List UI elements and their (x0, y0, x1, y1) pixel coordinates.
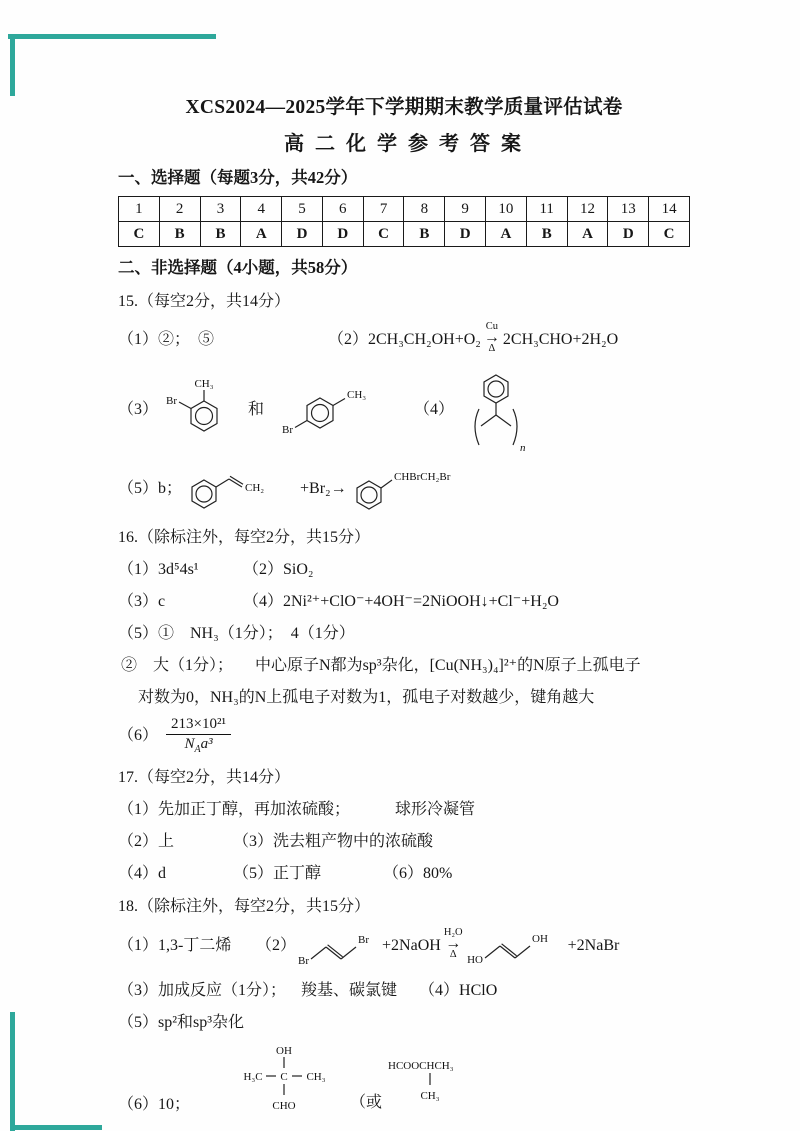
chain-label: CHBrCH₂Br (393, 470, 451, 483)
q18-answer-3: （3）加成反应（1分）； (118, 982, 287, 1000)
q17-answer-1-left: （1）先加正丁醇，再加浓硫酸； (118, 801, 351, 819)
answer-cell: D (445, 222, 486, 247)
bromo-label: Br (358, 934, 370, 947)
q16-answer-3: （3）c (118, 592, 166, 610)
section-2-heading: 二、非选择题（4小题，共58分） (118, 258, 358, 277)
carbon-label: C (280, 1071, 288, 1084)
table-row-answers (119, 222, 690, 247)
question-number-cell: 9 (445, 197, 486, 222)
bond (333, 398, 345, 405)
q16-line-5-2-wrap (118, 688, 690, 708)
answer-cell: C (649, 222, 690, 247)
page-subtitle: 高 二 化 学 参 考 答 案 (284, 133, 524, 156)
repeat-n-label: n (520, 441, 526, 454)
q17-heading: 17.（每空2分，共14分） (118, 769, 291, 787)
structure-styrene (182, 464, 300, 514)
question-number-cell: 6 (322, 197, 363, 222)
structure-isopropyl-formate (384, 1053, 496, 1111)
bromo-label: Br (298, 955, 310, 968)
bromo-label: Br (166, 394, 178, 407)
question-number-cell: 13 (608, 197, 649, 222)
q17-line-1 (118, 800, 690, 820)
den-rest: a³ (200, 735, 213, 752)
methyl-label: H₃C (243, 1071, 263, 1084)
methyl-label: CH₃ (347, 388, 367, 401)
q15-answer-5-reagent: +Br₂→ (300, 479, 347, 497)
left-bracket (475, 409, 479, 445)
frame-bottom-left-horizontal (10, 1125, 102, 1130)
q17-answer-6: （6）80% (383, 865, 453, 883)
question-number-cell: 12 (567, 197, 608, 222)
benzene-ring (191, 401, 217, 431)
q16-line-6 (118, 716, 690, 756)
question-number-cell: 14 (649, 197, 690, 222)
frame-top-left-vertical (10, 34, 15, 96)
section-1-heading: 一、选择题（每题3分，共42分） (118, 168, 358, 188)
q16-answer-5-part2-body2: 对数为0，NH₃的N上孤电子对数为1，孤电子对数越少，键角越大 (138, 688, 595, 706)
q15-line-5 (118, 463, 690, 515)
q16-line-1-2 (118, 560, 690, 580)
question-number-cell: 5 (282, 197, 323, 222)
benzene-circle (196, 407, 213, 424)
answer-cell: D (322, 222, 363, 247)
q16-answer-4: （4）2Ni²⁺+ClO⁻+4OH⁻=2NiOOH↓+Cl⁻+H₂O (243, 592, 559, 610)
q18-line-3-4 (118, 981, 690, 1001)
document-body (118, 96, 690, 1121)
question-number-cell: 4 (241, 197, 282, 222)
q16-answer-2: （2）SiO₂ (243, 560, 314, 578)
q15-answer-4-label: （4） (414, 400, 455, 418)
q16-line-3-4 (118, 592, 690, 612)
q18-answer-6-label: （6）10； (118, 1096, 191, 1114)
bond (381, 480, 392, 488)
answer-cell: C (119, 222, 160, 247)
table-row-question-numbers (119, 197, 690, 222)
question-number-cell: 2 (159, 197, 200, 222)
q16-answer-6-label: （6） (118, 726, 159, 744)
bond (295, 420, 307, 427)
q18-answer-5: （5）sp²和sp³杂化 (118, 1014, 245, 1032)
q15-line-3-4 (118, 363, 690, 457)
bond (179, 402, 191, 409)
condition-bottom: Δ (449, 949, 457, 961)
q18-answer-2-label: （2） (256, 937, 297, 955)
structure-butenediol (466, 923, 568, 969)
condition-top: Cu (485, 320, 499, 332)
q16-line-5-1 (118, 624, 690, 644)
benzene-circle (361, 487, 377, 503)
q15-heading: 15.（每空2分，共14分） (118, 292, 291, 310)
answer-cell: B (200, 222, 241, 247)
methyl-label: CH₃ (420, 1090, 440, 1103)
structure-dibromide-product (347, 463, 487, 515)
den-symbol: N (184, 735, 195, 752)
question-number-cell: 3 (200, 197, 241, 222)
q18-answer-4: （4）HClO (419, 982, 498, 1000)
q15-answer-5-label: （5）b； (118, 479, 183, 497)
frame-bottom-left-vertical (10, 1012, 15, 1131)
answer-cell: C (363, 222, 404, 247)
bond (341, 947, 356, 959)
bond (216, 479, 229, 487)
q16-answer-5-part1: （5）① NH₃（1分）； 4（1分） (118, 624, 355, 642)
reaction-arrow-icon: → (483, 329, 500, 347)
answer-cell: B (526, 222, 567, 247)
benzene-circle (488, 381, 504, 397)
answer-cell: D (282, 222, 323, 247)
condition-bottom: Δ (488, 343, 496, 355)
answer-cell: A (567, 222, 608, 247)
fraction-numerator: 213×10²¹ (166, 716, 231, 735)
q16-answer-6-fraction (166, 716, 231, 756)
ester-chain-label: HCOOCHCH₃ (388, 1060, 454, 1073)
q18-answer-2-reagent: +2NaOH (382, 937, 441, 955)
q18-answer-2-suffix: +2NaBr (567, 937, 620, 955)
benzene-ring (307, 398, 333, 428)
right-bracket (513, 409, 517, 445)
q16-answer-1: （1）3d⁵4s¹ (118, 560, 199, 578)
q17-line-4-5-6 (118, 864, 690, 884)
condition-top: H₂O (443, 926, 463, 938)
q17-answer-2: （2）上 (118, 833, 175, 851)
aldehyde-label: CHO (272, 1100, 296, 1113)
q17-answer-1-right: 球形冷凝管 (395, 801, 476, 819)
fraction-denominator (184, 735, 212, 756)
q16-answer-5-part2-head: ② 大（1分）； (121, 656, 234, 674)
den-subscript: A (194, 743, 201, 755)
question-number-cell: 1 (119, 197, 160, 222)
answer-cell: B (404, 222, 445, 247)
q15-line-1-2 (118, 320, 690, 357)
q15-answer-3-and: 和 (248, 400, 265, 418)
bromo-label: Br (282, 423, 294, 436)
answer-cell: A (486, 222, 527, 247)
q15-answer-3-label: （3） (118, 400, 159, 418)
page-title: XCS2024—2025学年下学期期末教学质量评估试卷 (185, 97, 623, 118)
question-number-cell: 10 (486, 197, 527, 222)
benzene-circle (312, 404, 329, 421)
answer-cell: D (608, 222, 649, 247)
hydroxy-label: OH (531, 933, 548, 946)
bond (311, 947, 326, 959)
bond (515, 946, 530, 958)
question-number-cell: 7 (363, 197, 404, 222)
q16-line-5-2 (118, 656, 690, 676)
hydroxy-label: OH (276, 1045, 292, 1058)
q17-answer-5: （5）正丁醇 (233, 865, 322, 883)
structure-ortho-bromotoluene (158, 374, 244, 446)
answer-cell: A (241, 222, 282, 247)
bond (496, 415, 511, 426)
q16-heading: 16.（除标注外，每空2分，共15分） (118, 528, 371, 546)
q18-heading: 18.（除标注外，每空2分，共15分） (118, 898, 371, 916)
q15-answer-1: （1）②； ⑤ (118, 331, 215, 349)
structure-dibromobutene (296, 923, 382, 969)
q18-line-6 (118, 1041, 690, 1121)
q17-answer-4: （4）d (118, 865, 167, 883)
ch2-label: CH₂ (245, 481, 265, 494)
q17-answer-3: （3）洗去粗产物中的浓硫酸 (233, 833, 434, 851)
bond (485, 946, 500, 958)
q18-line-5 (118, 1013, 690, 1033)
q18-answer-1: （1）1,3-丁二烯 (118, 937, 232, 955)
bond (481, 415, 496, 426)
answer-cell: B (159, 222, 200, 247)
q18-line-1-2 (118, 923, 690, 969)
q18-answer-6-or: （或 (350, 1094, 383, 1112)
q16-answer-5-part2-body: 中心原子N都为sp³杂化，[Cu(NH₃)₄]²⁺的N原子上孤电子 (255, 656, 641, 674)
structure-hydroxy-methyl-propanal (232, 1041, 340, 1121)
frame-top-left-horizontal (8, 34, 216, 39)
structure-polystyrene-unit (454, 363, 538, 457)
benzene-circle (196, 486, 212, 502)
q18-answer-3b: 羧基、碳氯键 (301, 982, 398, 1000)
reaction-arrow-cu-delta (484, 322, 500, 355)
q17-line-2-3 (118, 832, 690, 852)
structure-para-bromotoluene (268, 373, 372, 447)
answer-key-table (118, 196, 690, 247)
question-number-cell: 8 (404, 197, 445, 222)
hydroxy-label: HO (466, 954, 483, 967)
methyl-label: CH₃ (306, 1071, 326, 1084)
reaction-arrow-h2o-delta (444, 928, 463, 961)
methyl-label: CH₃ (194, 377, 214, 390)
q15-answer-2-products: 2CH₃CHO+2H₂O (502, 331, 619, 349)
reaction-arrow-icon: → (445, 935, 462, 953)
question-number-cell: 11 (526, 197, 567, 222)
q15-answer-2-reactants: （2）2CH₃CH₂OH+O₂ (328, 331, 481, 349)
